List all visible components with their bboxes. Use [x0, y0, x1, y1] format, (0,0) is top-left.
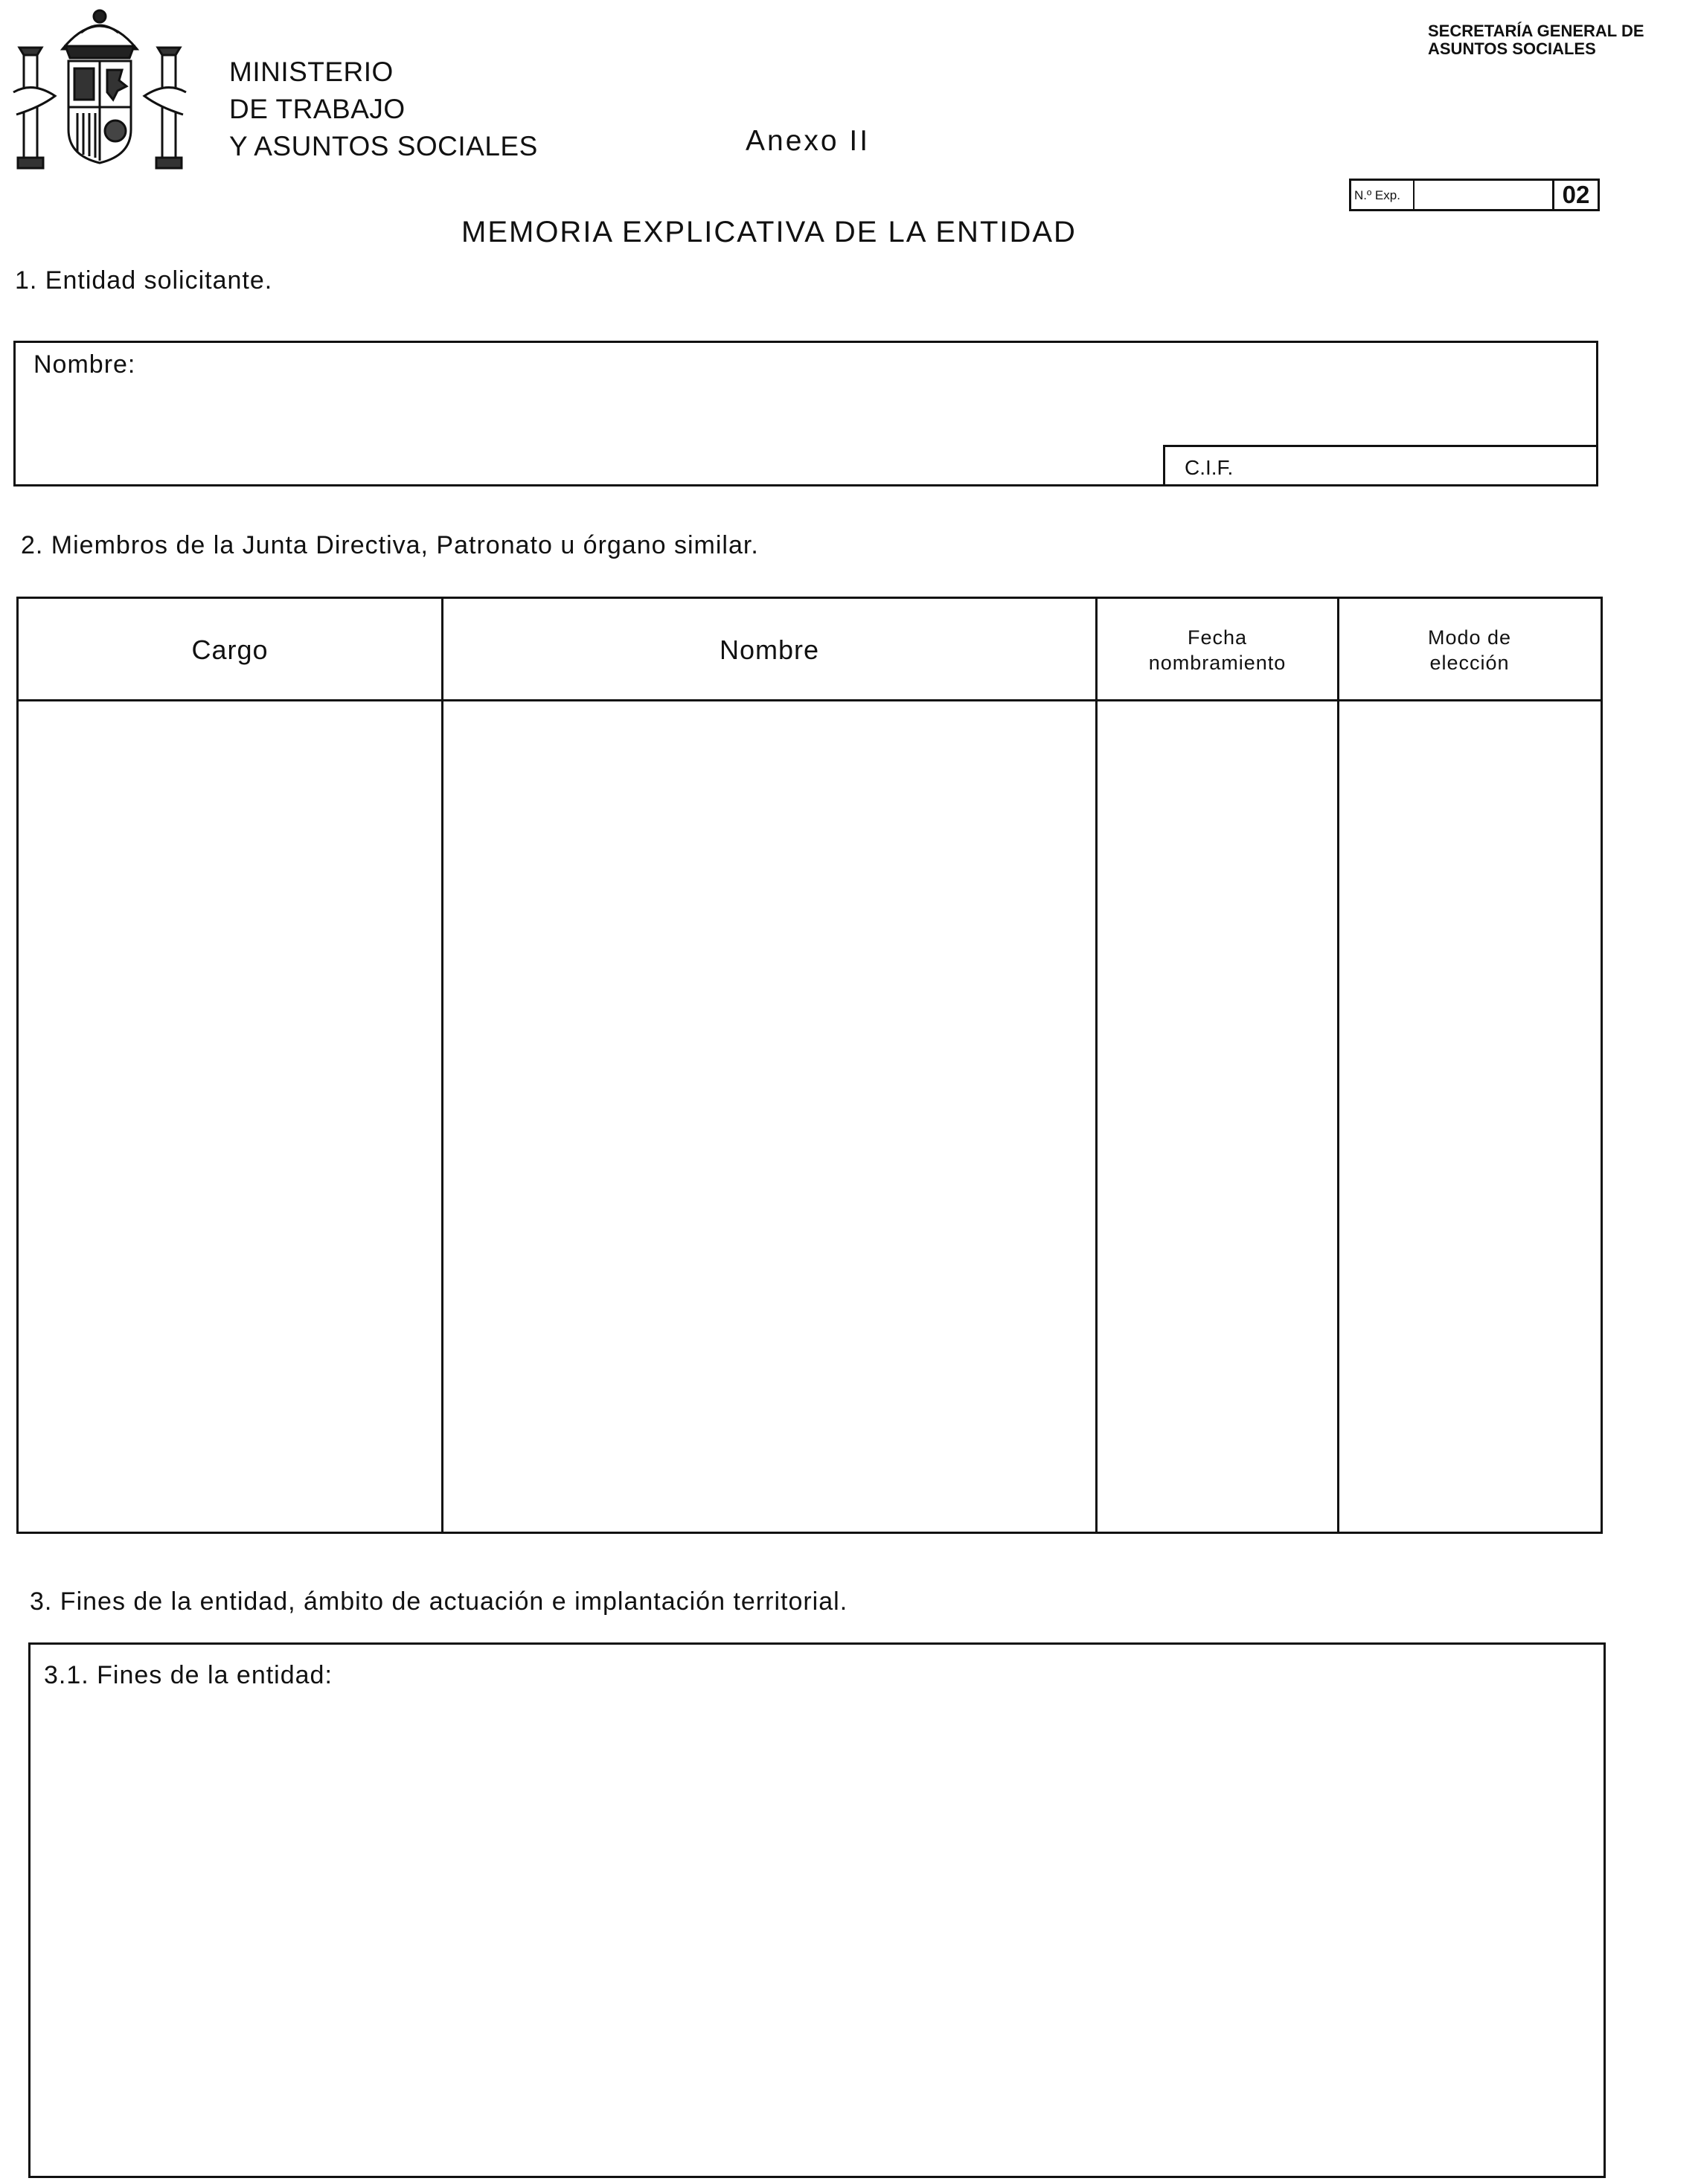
column-fecha-line-2: nombramiento — [1148, 652, 1287, 674]
anexo-label: Anexo II — [746, 125, 871, 157]
ministry-line-3: Y ASUNTOS SOCIALES — [229, 131, 538, 161]
ministry-name — [229, 54, 538, 165]
nombre-cell[interactable] — [446, 704, 1093, 1530]
fines-box — [28, 1642, 1606, 2178]
section-3-heading: 3. Fines de la entidad, ámbito de actuación e implantación territorial. — [30, 1587, 848, 1616]
column-modo — [1339, 599, 1600, 701]
expedient-number-box — [1349, 179, 1600, 211]
cif-field[interactable] — [1163, 445, 1596, 486]
exp-code: 02 — [1562, 181, 1590, 208]
table-header — [19, 599, 1601, 701]
column-fecha-line-1: Fecha — [1187, 626, 1248, 649]
column-fecha — [1098, 599, 1337, 701]
column-divider — [1095, 599, 1098, 1532]
fines-field[interactable] — [42, 1704, 1590, 2165]
secretaria-label — [1428, 22, 1644, 58]
column-nombre: Nombre — [719, 635, 820, 665]
ministry-line-1: MINISTERIO — [229, 57, 394, 87]
secretaria-line-1: SECRETARÍA GENERAL DE — [1428, 22, 1644, 40]
nombre-label: Nombre: — [33, 350, 136, 379]
exp-label: N.º Exp. — [1351, 181, 1415, 209]
secretaria-line-2: ASUNTOS SOCIALES — [1428, 39, 1596, 58]
entity-box — [13, 341, 1598, 486]
exp-number-field[interactable] — [1415, 181, 1554, 209]
column-modo-line-1: Modo de — [1427, 626, 1512, 649]
ministry-line-2: DE TRABAJO — [229, 94, 406, 124]
section-1-heading: 1. Entidad solicitante. — [15, 266, 273, 295]
column-modo-line-2: elección — [1429, 652, 1510, 674]
fines-label: 3.1. Fines de la entidad: — [44, 1661, 333, 1689]
fecha-cell[interactable] — [1100, 704, 1335, 1530]
section-2-heading: 2. Miembros de la Junta Directiva, Patronato u órgano similar. — [21, 531, 759, 559]
page-title: MEMORIA EXPLICATIVA DE LA ENTIDAD — [461, 216, 1077, 248]
coat-of-arms-icon — [10, 3, 189, 174]
modo-cell[interactable] — [1342, 704, 1599, 1530]
column-divider — [1337, 599, 1339, 1532]
column-divider — [441, 599, 443, 1532]
cif-label: C.I.F. — [1185, 456, 1234, 479]
cargo-cell[interactable] — [22, 704, 440, 1530]
nombre-field[interactable] — [31, 388, 1578, 440]
board-members-table — [16, 597, 1603, 1534]
column-cargo: Cargo — [191, 635, 269, 665]
